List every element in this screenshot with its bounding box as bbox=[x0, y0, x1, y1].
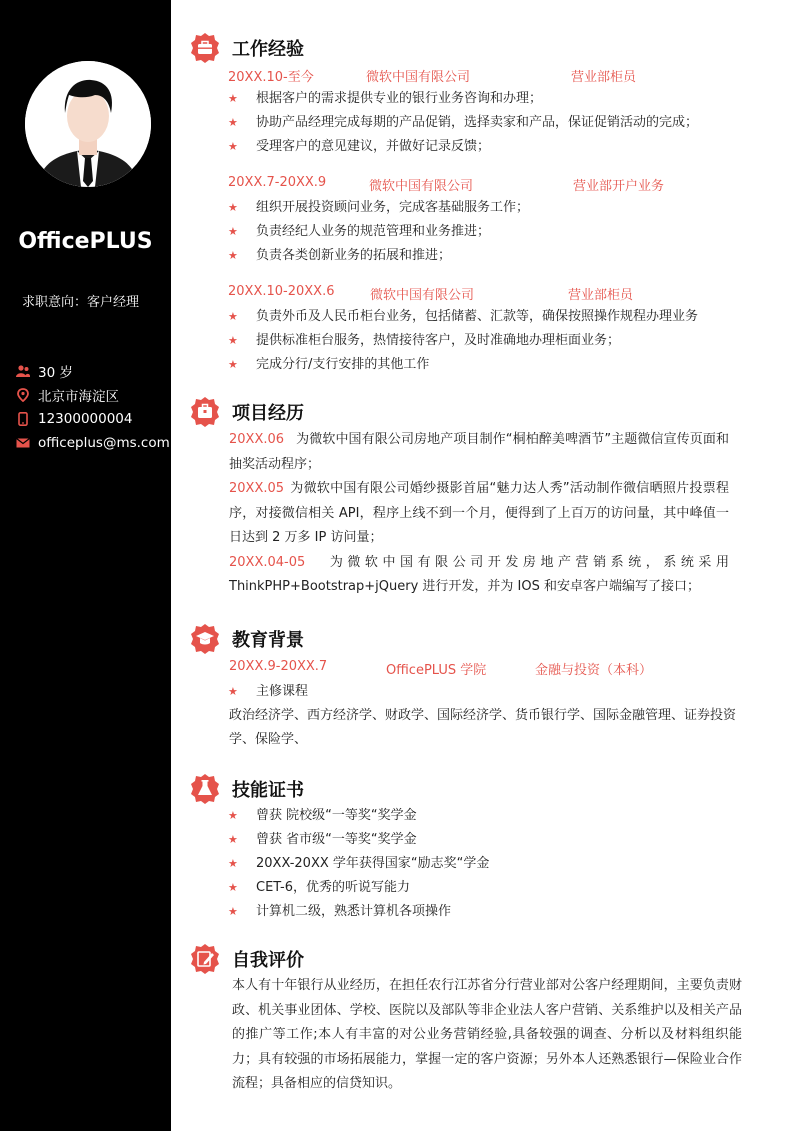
graduation-cap-icon bbox=[190, 624, 220, 654]
list-item: ★ 受理客户的意见建议，并做好记录反馈； bbox=[228, 135, 790, 159]
candidate-name: OfficePLUS bbox=[18, 229, 153, 254]
education-header-row bbox=[190, 656, 790, 680]
education-section bbox=[190, 624, 790, 752]
email-icon bbox=[16, 436, 38, 450]
job-role: 营业部柜员 bbox=[571, 70, 637, 85]
star-icon: ★ bbox=[228, 334, 238, 347]
phone-icon bbox=[16, 412, 38, 426]
star-icon: ★ bbox=[228, 116, 238, 129]
age-text: 30 岁 bbox=[38, 365, 73, 381]
job-date: 20XX.10-至今 bbox=[228, 70, 314, 85]
list-item: ★ CET-6，优秀的听说写能力 bbox=[228, 876, 790, 900]
education-courses: 政治经济学、西方经济学、财政学、国际经济学、货币银行学、国际金融管理、证券投资学、保险学、 bbox=[229, 708, 737, 747]
contact-age bbox=[16, 359, 170, 383]
job-role: 营业部柜员 bbox=[568, 288, 634, 303]
phone-text: 12300000004 bbox=[38, 411, 133, 427]
work-header bbox=[190, 33, 790, 63]
self-section bbox=[190, 944, 790, 1097]
project-text: 为微软中国有限公司开发房地产营销系统，系统采用 ThinkPHP+Bootstrap+jQuery 进行开发，并为 IOS 和安卓客户端编写了接口； bbox=[229, 554, 729, 594]
job-intent: 求职意向：客户经理 bbox=[22, 295, 140, 310]
star-icon: ★ bbox=[228, 809, 238, 822]
list-item: ★ 负责外币及人民币柜台业务，包括储蓄、汇款等，确保按照操作规程办理业务 bbox=[228, 305, 790, 329]
project-text: 为微软中国有限公司婚纱摄影首届“魅力达人秀”活动制作微信晒照片投票程序，对接微信相关 API，程序上线不到一个月，便得到了上百万的访问量，其中峰值一日达到 2 万多 IP 访问量； bbox=[229, 481, 729, 545]
education-major: 金融与投资（本科） bbox=[535, 663, 653, 678]
email-text: officeplus@ms.com bbox=[38, 435, 170, 451]
folder-icon bbox=[190, 397, 220, 427]
location-pin-icon bbox=[16, 388, 38, 402]
project-item bbox=[229, 551, 729, 600]
job-entry bbox=[190, 172, 790, 268]
contact-phone bbox=[16, 407, 170, 431]
project-date: 20XX.05 bbox=[229, 481, 285, 496]
star-icon: ★ bbox=[228, 905, 238, 918]
list-item: ★ 根据客户的需求提供专业的银行业务咨询和办理； bbox=[228, 87, 790, 111]
job-company: 微软中国有限公司 bbox=[370, 288, 475, 303]
skills-header bbox=[190, 774, 790, 804]
self-header bbox=[190, 944, 790, 974]
self-text: 本人有十年银行从业经历，在担任农行江苏省分行营业部对公客户经理期间，主要负责财政、机关事业团体、学校、医院以及部队等非企业法人客户营销、关系维护以及相关产品的推广等工作;本人有丰富的对公业务营销经验,具备较强的调查、分析以及材料组织能力；具有较强的市场拓展能力，掌握一定的客户资源；另外本人还熟悉银行—保险业合作流程；具备相应的信贷知识。 bbox=[232, 978, 742, 1091]
project-item bbox=[229, 428, 729, 477]
job-header bbox=[190, 281, 790, 305]
skills-title: 技能证书 bbox=[232, 780, 304, 801]
projects-section bbox=[190, 397, 790, 600]
contact-email bbox=[16, 431, 170, 455]
sidebar bbox=[0, 0, 171, 1131]
star-icon: ★ bbox=[228, 92, 238, 105]
list-item: ★ 20XX-20XX 学年获得国家“励志奖“学金 bbox=[228, 852, 790, 876]
list-item: ★ 提供标准柜台服务，热情接待客户，及时准确地办理柜面业务； bbox=[228, 329, 790, 353]
star-icon: ★ bbox=[228, 685, 238, 698]
list-item: ★ 协助产品经理完成每期的产品促销，选择卖家和产品，保证促销活动的完成； bbox=[228, 111, 790, 135]
project-date: 20XX.04-05 bbox=[229, 554, 306, 570]
list-item: ★ 完成分行/支行安排的其他工作 bbox=[228, 353, 790, 377]
project-date: 20XX.06 bbox=[229, 432, 285, 447]
work-title: 工作经验 bbox=[232, 39, 304, 60]
star-icon: ★ bbox=[228, 225, 238, 238]
job-date: 20XX.10-20XX.6 bbox=[228, 284, 335, 299]
list-item: ★ 负责各类创新业务的拓展和推进； bbox=[228, 244, 790, 268]
education-header bbox=[190, 624, 790, 654]
list-item: ★ 负责经纪人业务的规范管理和业务推进； bbox=[228, 220, 790, 244]
work-section bbox=[190, 33, 790, 377]
job-company: 微软中国有限公司 bbox=[369, 179, 474, 194]
star-icon: ★ bbox=[228, 358, 238, 371]
education-title: 教育背景 bbox=[232, 630, 304, 651]
star-icon: ★ bbox=[228, 140, 238, 153]
star-icon: ★ bbox=[228, 833, 238, 846]
job-entry bbox=[190, 281, 790, 377]
self-title: 自我评价 bbox=[232, 950, 304, 971]
location-text: 北京市海淀区 bbox=[38, 389, 119, 405]
briefcase-icon bbox=[190, 33, 220, 63]
project-item bbox=[229, 477, 729, 551]
star-icon: ★ bbox=[228, 881, 238, 894]
flask-icon bbox=[190, 774, 220, 804]
list-item: ★ 主修课程 bbox=[228, 680, 790, 704]
job-header bbox=[190, 172, 790, 196]
job-entry bbox=[190, 63, 790, 159]
avatar-portrait-icon bbox=[25, 61, 151, 187]
job-date: 20XX.7-20XX.9 bbox=[228, 175, 327, 190]
avatar bbox=[25, 61, 151, 187]
star-icon: ★ bbox=[228, 310, 238, 323]
list-item: ★ 组织开展投资顾问业务，完成客基础服务工作； bbox=[228, 196, 790, 220]
star-icon: ★ bbox=[228, 249, 238, 262]
education-date: 20XX.9-20XX.7 bbox=[229, 659, 328, 674]
projects-header bbox=[190, 397, 790, 427]
main-content bbox=[190, 0, 790, 1131]
job-role: 营业部开户业务 bbox=[573, 179, 665, 194]
list-item: ★ 曾获 院校级“一等奖“奖学金 bbox=[228, 804, 790, 828]
contact-list bbox=[16, 359, 170, 455]
list-item: ★ 曾获 省市级“一等奖“奖学金 bbox=[228, 828, 790, 852]
edit-pencil-icon bbox=[190, 944, 220, 974]
list-item: ★ 计算机二级，熟悉计算机各项操作 bbox=[228, 900, 790, 924]
contact-location bbox=[16, 383, 170, 407]
job-company: 微软中国有限公司 bbox=[366, 70, 471, 85]
projects-title: 项目经历 bbox=[232, 403, 304, 424]
project-text: 为微软中国有限公司房地产项目制作“桐柏醉美啤酒节”主题微信宣传页面和抽奖活动程序； bbox=[229, 432, 729, 472]
person-icon bbox=[16, 364, 38, 378]
star-icon: ★ bbox=[228, 857, 238, 870]
star-icon: ★ bbox=[228, 201, 238, 214]
education-school: OfficePLUS 学院 bbox=[386, 663, 487, 678]
skills-section bbox=[190, 774, 790, 924]
job-header bbox=[190, 63, 790, 87]
